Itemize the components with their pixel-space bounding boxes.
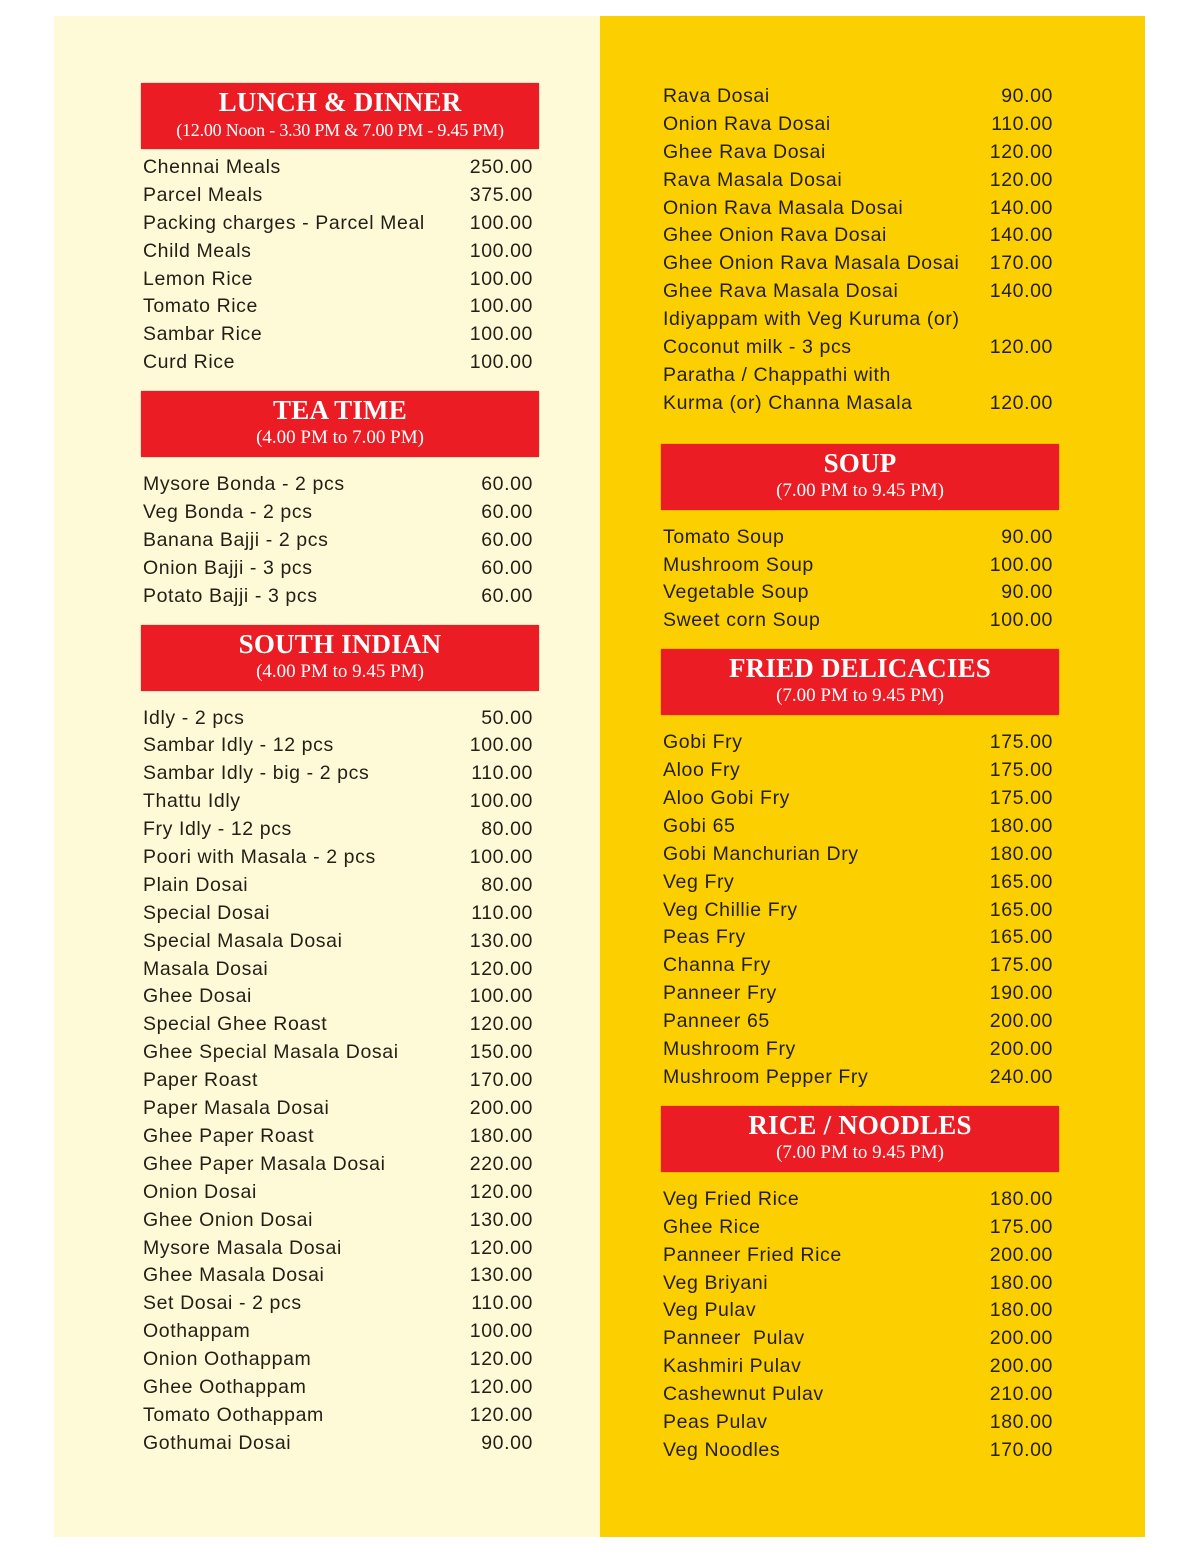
item-price: 60.00 xyxy=(481,473,533,496)
item-name: Special Ghee Roast xyxy=(143,1013,328,1036)
item-price: 170.00 xyxy=(989,1438,1053,1461)
item-price: 165.00 xyxy=(989,898,1053,921)
item-name: Thattu Idly xyxy=(143,790,241,813)
item-price: 175.00 xyxy=(989,731,1053,754)
item-name: Set Dosai - 2 pcs xyxy=(143,1292,302,1315)
item-name: Veg Noodles xyxy=(663,1438,781,1461)
menu-item xyxy=(141,844,539,872)
section-hours: (7.00 PM to 9.45 PM) xyxy=(776,1141,944,1163)
item-name: Mysore Bonda - 2 pcs xyxy=(143,473,345,496)
menu-item xyxy=(661,813,1059,841)
item-name: Veg Chillie Fry xyxy=(663,898,798,921)
item-name: Panneer 65 xyxy=(663,1010,770,1033)
item-price: 60.00 xyxy=(481,556,533,579)
item-price: 60.00 xyxy=(481,584,533,607)
menu-item xyxy=(141,266,539,294)
item-price: 100.00 xyxy=(469,295,533,318)
item-name: Rava Masala Dosai xyxy=(663,168,843,191)
item-name: Sambar Idly - 12 pcs xyxy=(143,734,334,757)
item-price: 90.00 xyxy=(1001,525,1053,548)
item-name: Channa Fry xyxy=(663,954,771,977)
item-price: 100.00 xyxy=(469,323,533,346)
menu-item xyxy=(141,816,539,844)
menu-item xyxy=(661,195,1059,223)
menu-item xyxy=(141,1095,539,1123)
item-price: 200.00 xyxy=(989,1243,1053,1266)
menu-item xyxy=(661,334,1059,362)
item-price: 180.00 xyxy=(989,1410,1053,1433)
item-name: Tomato Oothappam xyxy=(143,1403,324,1426)
menu-item xyxy=(141,900,539,928)
item-price: 120.00 xyxy=(989,391,1053,414)
section-title: SOUTH INDIAN xyxy=(238,628,442,659)
item-name: Ghee Special Masala Dosai xyxy=(143,1041,399,1064)
item-price: 110.00 xyxy=(471,762,533,785)
item-price: 110.00 xyxy=(471,901,533,924)
item-price: 100.00 xyxy=(469,985,533,1008)
item-price: 200.00 xyxy=(989,1355,1053,1378)
item-price: 180.00 xyxy=(989,842,1053,865)
item-price: 150.00 xyxy=(469,1041,533,1064)
item-price: 120.00 xyxy=(469,1236,533,1259)
menu-item xyxy=(661,1437,1059,1465)
menu-item xyxy=(141,1011,539,1039)
left-column xyxy=(141,83,539,1458)
item-list-fried-delicacies xyxy=(661,729,1059,1092)
menu-item xyxy=(141,705,539,733)
menu-item xyxy=(661,1186,1059,1214)
section-header-south-indian xyxy=(141,625,539,691)
menu-item xyxy=(661,390,1059,418)
item-name: Sambar Idly - big - 2 pcs xyxy=(143,762,370,785)
section-hours: (4.00 PM to 9.45 PM) xyxy=(256,660,424,682)
item-price: 180.00 xyxy=(989,1187,1053,1210)
item-name: Vegetable Soup xyxy=(663,581,810,604)
item-name: Ghee Onion Dosai xyxy=(143,1208,314,1231)
menu-item xyxy=(141,1039,539,1067)
menu-item xyxy=(661,524,1059,552)
item-name: Cashewnut Pulav xyxy=(663,1383,824,1406)
menu-item xyxy=(141,321,539,349)
item-name: Oothappam xyxy=(143,1320,251,1343)
section-header-tea-time xyxy=(141,391,539,457)
item-name: Idly - 2 pcs xyxy=(143,706,245,729)
section-title: FRIED DELICACIES xyxy=(728,653,991,684)
menu-item xyxy=(661,1214,1059,1242)
item-name: Ghee Rava Dosai xyxy=(663,140,826,163)
item-name: Onion Dosai xyxy=(143,1180,257,1203)
menu-item xyxy=(661,362,1059,390)
item-name: Chennai Meals xyxy=(143,156,281,178)
item-name: Gobi Manchurian Dry xyxy=(663,842,859,865)
item-list-soup xyxy=(661,524,1059,636)
menu-item xyxy=(141,1207,539,1235)
item-price: 220.00 xyxy=(469,1152,533,1175)
menu-item xyxy=(141,210,539,238)
item-name: Mushroom Soup xyxy=(663,553,814,576)
menu-item xyxy=(661,1064,1059,1092)
section-title: LUNCH & DINNER xyxy=(218,87,462,117)
item-name: Plain Dosai xyxy=(143,873,249,896)
item-name: Idiyappam with Veg Kuruma (or) xyxy=(663,308,960,331)
item-name: Curd Rice xyxy=(143,351,236,374)
item-price: 170.00 xyxy=(989,252,1053,275)
menu-item xyxy=(661,1036,1059,1064)
menu-item xyxy=(661,980,1059,1008)
menu-item xyxy=(661,579,1059,607)
menu-item xyxy=(141,983,539,1011)
menu-item xyxy=(141,238,539,266)
item-price: 140.00 xyxy=(989,196,1053,219)
menu-item xyxy=(141,1235,539,1263)
menu-item xyxy=(661,1353,1059,1381)
menu-item xyxy=(141,1430,539,1458)
item-price: 375.00 xyxy=(469,183,533,206)
menu-item xyxy=(141,1402,539,1430)
item-price: 100.00 xyxy=(469,239,533,262)
section-hours: (4.00 PM to 7.00 PM) xyxy=(256,427,424,449)
item-name: Ghee Onion Rava Dosai xyxy=(663,224,887,247)
item-price: 120.00 xyxy=(469,957,533,980)
item-name: Packing charges - Parcel Meal xyxy=(143,211,425,234)
item-price: 80.00 xyxy=(481,873,533,896)
menu-item xyxy=(661,1409,1059,1437)
item-list-south-indian xyxy=(141,705,539,1458)
item-name: Tomato Soup xyxy=(663,525,785,548)
item-price: 100.00 xyxy=(469,267,533,290)
item-name: Tomato Rice xyxy=(143,295,258,318)
menu-item xyxy=(141,583,539,611)
item-price: 110.00 xyxy=(991,112,1053,135)
item-price: 60.00 xyxy=(481,501,533,524)
item-price: 210.00 xyxy=(989,1383,1053,1406)
menu-item xyxy=(661,952,1059,980)
item-price: 100.00 xyxy=(469,351,533,374)
menu-item xyxy=(661,1008,1059,1036)
item-name: Poori with Masala - 2 pcs xyxy=(143,846,376,869)
item-price: 130.00 xyxy=(469,929,533,952)
item-name: Sambar Rice xyxy=(143,323,263,346)
item-name: Gothumai Dosai xyxy=(143,1431,292,1454)
menu-item xyxy=(141,928,539,956)
item-price: 100.00 xyxy=(989,553,1053,576)
item-name: Parcel Meals xyxy=(143,183,263,206)
item-name: Onion Rava Dosai xyxy=(663,112,831,135)
item-list-tea-time xyxy=(141,471,539,610)
item-name: Fry Idly - 12 pcs xyxy=(143,818,292,841)
menu-item xyxy=(661,729,1059,757)
item-price: 100.00 xyxy=(469,1320,533,1343)
menu-item xyxy=(141,1318,539,1346)
menu-item xyxy=(661,757,1059,785)
item-price: 100.00 xyxy=(469,211,533,234)
menu-item xyxy=(661,841,1059,869)
item-name: Kashmiri Pulav xyxy=(663,1355,802,1378)
item-price: 180.00 xyxy=(989,814,1053,837)
item-price: 120.00 xyxy=(469,1348,533,1371)
item-price: 120.00 xyxy=(469,1375,533,1398)
menu-item xyxy=(141,788,539,816)
menu-item xyxy=(661,83,1059,111)
section-title: SOUP xyxy=(823,447,897,478)
item-name: Special Masala Dosai xyxy=(143,929,343,952)
item-price: 110.00 xyxy=(471,1292,533,1315)
menu-item xyxy=(661,1242,1059,1270)
item-price: 170.00 xyxy=(469,1069,533,1092)
item-price: 100.00 xyxy=(469,790,533,813)
item-price: 240.00 xyxy=(989,1065,1053,1088)
section-header-fried-delicacies xyxy=(661,649,1059,715)
menu-item xyxy=(661,250,1059,278)
menu-item xyxy=(141,1290,539,1318)
item-name: Ghee Paper Roast xyxy=(143,1124,315,1147)
item-name: Masala Dosai xyxy=(143,957,269,980)
item-price: 175.00 xyxy=(989,1215,1053,1238)
section-hours: (7.00 PM to 9.45 PM) xyxy=(776,479,944,501)
item-price: 120.00 xyxy=(989,336,1053,359)
menu-item xyxy=(661,869,1059,897)
menu-item xyxy=(661,139,1059,167)
item-price: 140.00 xyxy=(989,280,1053,303)
menu-page xyxy=(54,16,1145,1537)
item-price: 175.00 xyxy=(989,954,1053,977)
menu-item xyxy=(661,785,1059,813)
menu-item xyxy=(141,1123,539,1151)
section-header-rice-noodles xyxy=(661,1106,1059,1172)
item-name: Aloo Fry xyxy=(663,759,741,782)
menu-item xyxy=(661,897,1059,925)
menu-item xyxy=(661,607,1059,635)
item-list-south-indian-continued xyxy=(661,83,1059,418)
item-price: 180.00 xyxy=(469,1124,533,1147)
menu-item xyxy=(141,1374,539,1402)
menu-item xyxy=(141,293,539,321)
item-name: Ghee Onion Rava Masala Dosai xyxy=(663,252,960,275)
item-price: 130.00 xyxy=(469,1208,533,1231)
item-price: 190.00 xyxy=(989,982,1053,1005)
item-name: Onion Bajji - 3 pcs xyxy=(143,556,313,579)
menu-item xyxy=(141,182,539,210)
item-price: 90.00 xyxy=(481,1431,533,1454)
item-price: 130.00 xyxy=(469,1264,533,1287)
menu-item xyxy=(141,555,539,583)
item-name: Gobi Fry xyxy=(663,731,743,754)
item-price: 60.00 xyxy=(481,528,533,551)
menu-item xyxy=(141,499,539,527)
menu-item xyxy=(661,1297,1059,1325)
item-name: Ghee Dosai xyxy=(143,985,252,1008)
item-name: Panneer Fry xyxy=(663,982,777,1005)
item-name: Panneer Pulav xyxy=(663,1327,805,1350)
menu-item xyxy=(141,732,539,760)
item-name: Mysore Masala Dosai xyxy=(143,1236,342,1259)
menu-item xyxy=(141,872,539,900)
item-name: Ghee Rice xyxy=(663,1215,761,1238)
item-list-rice-noodles xyxy=(661,1186,1059,1465)
item-price: 180.00 xyxy=(989,1271,1053,1294)
item-price: 165.00 xyxy=(989,926,1053,949)
section-hours: (12.00 Noon - 3.30 PM & 7.00 PM - 9.45 PM) xyxy=(176,120,504,140)
item-price: 100.00 xyxy=(469,734,533,757)
item-price: 120.00 xyxy=(989,168,1053,191)
item-price: 200.00 xyxy=(989,1327,1053,1350)
menu-item xyxy=(661,924,1059,952)
item-name: Mushroom Pepper Fry xyxy=(663,1065,869,1088)
item-name: Banana Bajji - 2 pcs xyxy=(143,528,329,551)
item-name: Child Meals xyxy=(143,239,252,262)
item-name: Peas Fry xyxy=(663,926,746,949)
item-price: 175.00 xyxy=(989,787,1053,810)
item-name: Veg Briyani xyxy=(663,1271,769,1294)
menu-item xyxy=(141,1346,539,1374)
section-title: RICE / NOODLES xyxy=(748,1109,972,1140)
item-name: Veg Bonda - 2 pcs xyxy=(143,501,313,524)
item-name: Coconut milk - 3 pcs xyxy=(663,336,852,359)
menu-item xyxy=(141,349,539,377)
menu-item xyxy=(661,167,1059,195)
section-header-soup xyxy=(661,444,1059,510)
menu-item xyxy=(661,1270,1059,1298)
item-price: 50.00 xyxy=(481,706,533,729)
menu-item xyxy=(661,111,1059,139)
menu-item xyxy=(661,222,1059,250)
item-name: Veg Fried Rice xyxy=(663,1187,800,1210)
item-price: 165.00 xyxy=(989,870,1053,893)
item-name: Veg Pulav xyxy=(663,1299,757,1322)
item-name: Special Dosai xyxy=(143,901,271,924)
item-name: Gobi 65 xyxy=(663,814,736,837)
section-header-lunch-dinner xyxy=(141,83,539,149)
item-price: 100.00 xyxy=(989,609,1053,632)
item-price: 180.00 xyxy=(989,1299,1053,1322)
item-price: 90.00 xyxy=(1001,85,1053,107)
item-price: 175.00 xyxy=(989,759,1053,782)
item-price: 140.00 xyxy=(989,224,1053,247)
item-name: Aloo Gobi Fry xyxy=(663,787,791,810)
item-name: Panneer Fried Rice xyxy=(663,1243,842,1266)
menu-item xyxy=(141,1179,539,1207)
item-price: 200.00 xyxy=(989,1010,1053,1033)
item-price: 80.00 xyxy=(481,818,533,841)
menu-item xyxy=(661,1325,1059,1353)
item-price: 250.00 xyxy=(469,156,533,178)
item-price: 120.00 xyxy=(989,140,1053,163)
item-name: Kurma (or) Channa Masala xyxy=(663,391,913,414)
item-name: Paper Masala Dosai xyxy=(143,1097,330,1120)
item-price: 100.00 xyxy=(469,846,533,869)
item-price: 200.00 xyxy=(469,1097,533,1120)
menu-item xyxy=(141,471,539,499)
item-name: Paper Roast xyxy=(143,1069,258,1092)
item-price: 120.00 xyxy=(469,1013,533,1036)
menu-item xyxy=(141,1151,539,1179)
right-column xyxy=(661,83,1059,1465)
item-name: Ghee Rava Masala Dosai xyxy=(663,280,899,303)
item-name: Rava Dosai xyxy=(663,85,770,107)
menu-item xyxy=(661,278,1059,306)
item-list-lunch-dinner xyxy=(141,154,539,377)
section-hours: (7.00 PM to 9.45 PM) xyxy=(776,685,944,707)
menu-item xyxy=(661,306,1059,334)
item-name: Peas Pulav xyxy=(663,1410,768,1433)
section-title: TEA TIME xyxy=(273,395,407,426)
menu-item xyxy=(141,760,539,788)
item-name: Sweet corn Soup xyxy=(663,609,821,632)
item-name: Ghee Paper Masala Dosai xyxy=(143,1152,386,1175)
menu-item xyxy=(141,1262,539,1290)
item-name: Veg Fry xyxy=(663,870,735,893)
menu-item xyxy=(141,1067,539,1095)
item-name: Onion Oothappam xyxy=(143,1348,312,1371)
item-price: 200.00 xyxy=(989,1038,1053,1061)
item-name: Onion Rava Masala Dosai xyxy=(663,196,904,219)
menu-item xyxy=(141,154,539,182)
item-price: 90.00 xyxy=(1001,581,1053,604)
item-name: Lemon Rice xyxy=(143,267,254,290)
menu-item xyxy=(661,1381,1059,1409)
item-name: Potato Bajji - 3 pcs xyxy=(143,584,318,607)
item-name: Ghee Masala Dosai xyxy=(143,1264,325,1287)
item-name: Paratha / Chappathi with xyxy=(663,363,891,386)
item-name: Ghee Oothappam xyxy=(143,1375,307,1398)
menu-item xyxy=(141,527,539,555)
item-price: 120.00 xyxy=(469,1180,533,1203)
menu-item xyxy=(141,956,539,984)
item-name: Mushroom Fry xyxy=(663,1038,796,1061)
item-price: 120.00 xyxy=(469,1403,533,1426)
menu-item xyxy=(661,552,1059,580)
